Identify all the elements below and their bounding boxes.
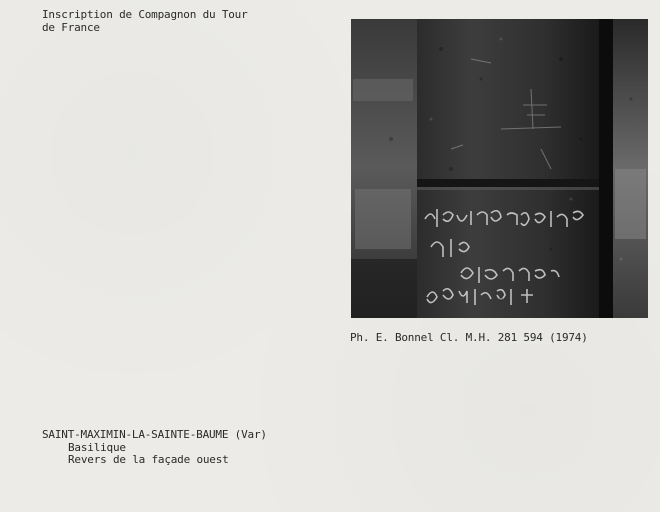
photo-image (351, 19, 648, 318)
photo-credit: Ph. E. Bonnel Cl. M.H. 281 594 (1974) (350, 331, 588, 344)
card-title (42, 8, 272, 34)
location-building: Basilique (68, 440, 126, 454)
title-line-2: de France (42, 21, 100, 34)
location-block (42, 429, 267, 467)
inscription-photo (351, 19, 648, 318)
location-detail: Revers de la façade ouest (68, 453, 229, 466)
title-line-1: Inscription de Compagnon du Tour (42, 8, 248, 21)
location-commune: SAINT-MAXIMIN-LA-SAINTE-BAUME (Var) (42, 428, 267, 441)
